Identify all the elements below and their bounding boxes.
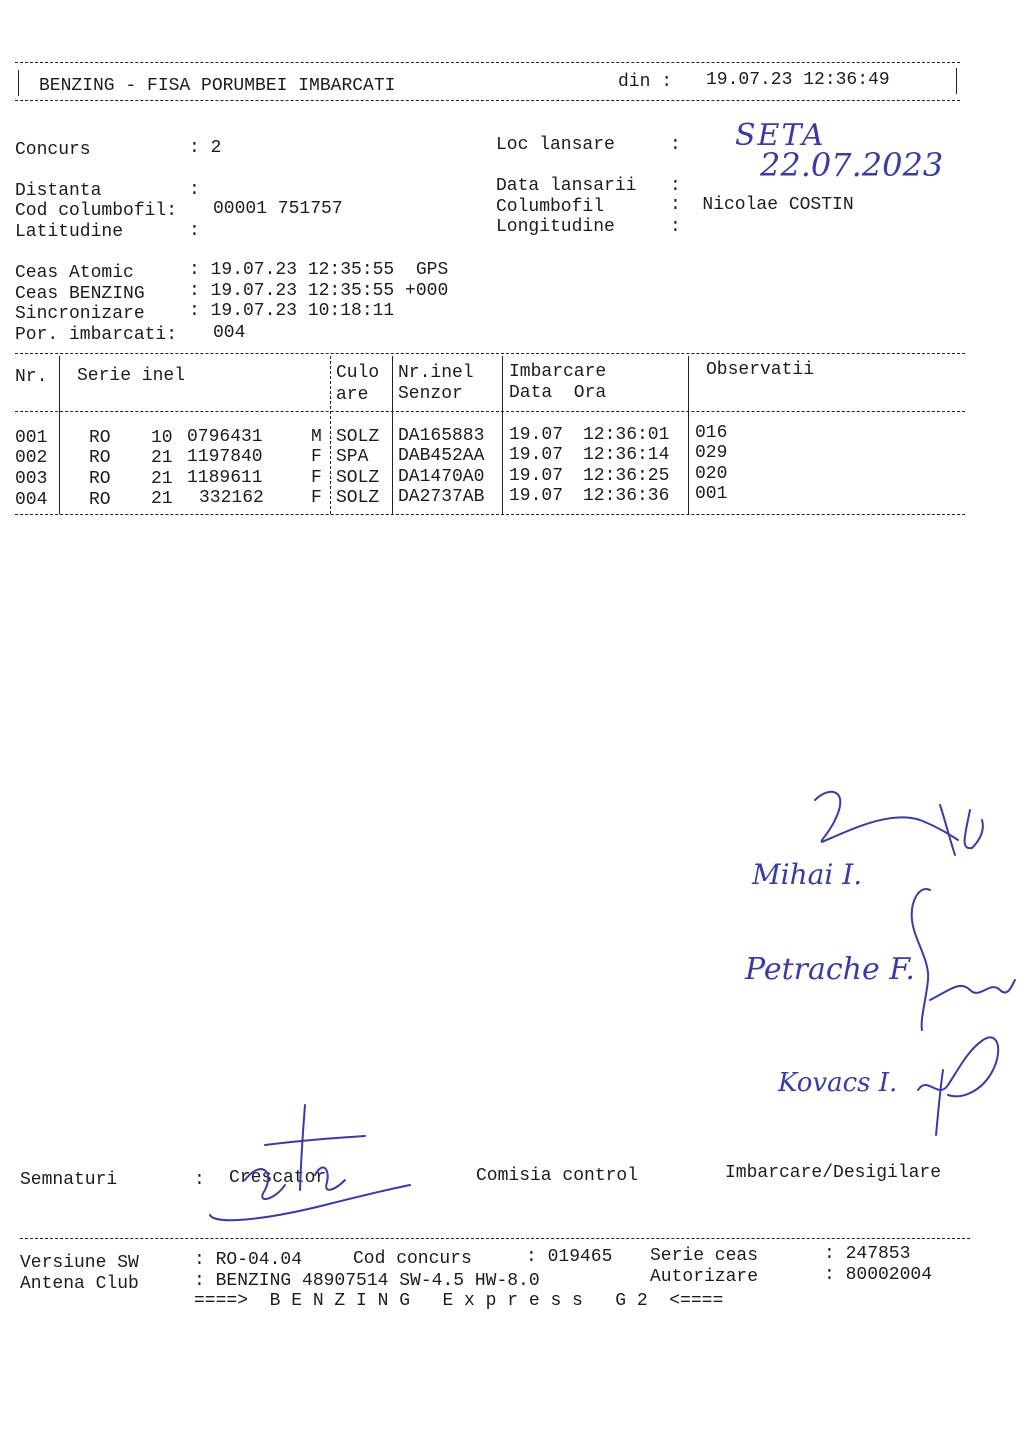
por-imbarcati-label: Por. imbarcati: — [15, 325, 178, 345]
cod-concurs-value: : 019465 — [526, 1247, 613, 1267]
columbofil-label: Columbofil — [496, 197, 605, 217]
document-title: BENZING - FISA PORUMBEI IMBARCATI — [39, 76, 396, 96]
latitudine-label: Latitudine — [15, 222, 124, 242]
loc-lansare-value: : — [670, 135, 681, 155]
handwritten-place: SETA — [735, 118, 826, 153]
signature-crescator — [205, 1100, 425, 1230]
serie-ceas-value: : 247853 — [824, 1244, 911, 1264]
cell-culoare: SOLZ — [336, 468, 380, 488]
cell-data: 19.07 — [509, 466, 564, 486]
handwritten-name-3: Kovacs I. — [778, 1068, 898, 1098]
cell-nr: 004 — [15, 490, 48, 510]
cell-sex: F — [311, 468, 322, 488]
versiune-label: Versiune SW — [20, 1253, 139, 1273]
cell-data: 19.07 — [509, 425, 564, 445]
th-nrinel-2: Senzor — [398, 384, 463, 404]
th-culoare-2: are — [336, 385, 369, 405]
cell-ora: 12:36:36 — [583, 486, 670, 506]
cell-senzor: DA2737AB — [398, 487, 485, 507]
cell-senzor: DA1470A0 — [398, 467, 485, 487]
cell-serie: 1189611 — [187, 468, 263, 488]
col-sep-1 — [59, 356, 60, 514]
col-sep-4 — [502, 356, 503, 514]
cell-an: 21 — [151, 448, 173, 468]
handwritten-date: 22.07.2023 — [760, 146, 944, 184]
cell-nr: 003 — [15, 469, 48, 489]
cell-obs: 001 — [695, 484, 728, 504]
imbarcare-label: Imbarcare/Desigilare — [725, 1163, 942, 1183]
ceas-atomic-label: Ceas Atomic — [15, 263, 134, 283]
versiune-value: : RO-04.04 — [194, 1250, 303, 1270]
concurs-label: Concurs — [15, 140, 91, 160]
cell-ora: 12:36:14 — [583, 445, 670, 465]
antena-value: : BENZING 48907514 SW-4.5 HW-8.0 — [194, 1271, 540, 1291]
din-label: din : — [618, 72, 673, 92]
comisia-label: Comisia control — [476, 1166, 639, 1186]
cell-obs: 029 — [695, 443, 728, 463]
sincronizare-label: Sincronizare — [15, 304, 145, 324]
cell-sex: F — [311, 447, 322, 467]
cell-sex: F — [311, 488, 322, 508]
th-imbarcare-2: Data Ora — [509, 383, 607, 403]
ceas-atomic-value: : 19.07.23 12:35:55 GPS — [189, 260, 449, 280]
cell-nr: 002 — [15, 448, 48, 468]
data-lansarii-label: Data lansarii — [496, 176, 637, 196]
cell-culoare: SOLZ — [336, 427, 380, 447]
cell-serie: 1197840 — [187, 447, 263, 467]
ceas-benzing-label: Ceas BENZING — [15, 284, 145, 304]
serie-ceas-label: Serie ceas — [650, 1246, 759, 1266]
longitudine-value: : — [670, 217, 681, 237]
cell-culoare: SPA — [336, 447, 369, 467]
header-left-border — [18, 70, 19, 96]
concurs-value: : 2 — [189, 138, 222, 158]
sincronizare-value: : 19.07.23 10:18:11 — [189, 301, 395, 321]
cell-ora: 12:36:01 — [583, 425, 670, 445]
header-bottom-border — [15, 100, 960, 101]
cell-an: 21 — [151, 489, 173, 509]
cell-serie: 0796431 — [187, 427, 263, 447]
th-nr: Nr. — [15, 367, 48, 387]
benzing-banner: ====> B E N Z I N G E x p r e s s G 2 <==== — [194, 1291, 724, 1311]
col-sep-3 — [392, 356, 393, 514]
th-observatii: Observatii — [706, 360, 815, 380]
signature-petrache — [900, 880, 1020, 1040]
distanta-value: : — [189, 180, 200, 200]
semnaturi-label: Semnaturi — [20, 1170, 118, 1190]
autorizare-value: : 80002004 — [824, 1265, 933, 1285]
th-nrinel-1: Nr.inel — [398, 363, 474, 383]
table-header-divider — [15, 411, 965, 412]
loc-lansare-label: Loc lansare — [496, 135, 615, 155]
th-serie: Serie inel — [77, 366, 186, 386]
ceas-benzing-value: : 19.07.23 12:35:55 +000 — [189, 281, 449, 301]
footer-top-border — [20, 1238, 970, 1239]
cell-obs: 020 — [695, 464, 728, 484]
distanta-label: Distanta — [15, 181, 102, 201]
handwritten-name-1: Mihai I. — [752, 858, 863, 891]
table-top-border — [15, 353, 965, 354]
latitudine-value: : — [189, 221, 200, 241]
por-imbarcati-value: 004 — [213, 323, 246, 343]
autorizare-label: Autorizare — [650, 1267, 759, 1287]
table-bottom-border — [15, 514, 965, 515]
col-sep-5 — [688, 356, 689, 514]
cell-tara: RO — [89, 490, 111, 510]
cell-obs: 016 — [695, 423, 728, 443]
signature-kovacs — [908, 1030, 1008, 1140]
columbofil-value: : Nicolae COSTIN — [670, 195, 854, 215]
antena-label: Antena Club — [20, 1274, 139, 1294]
cell-data: 19.07 — [509, 486, 564, 506]
cod-columbofil-value: 00001 751757 — [213, 199, 343, 219]
col-sep-2 — [330, 356, 331, 514]
cell-senzor: DA165883 — [398, 426, 485, 446]
cell-an: 21 — [151, 469, 173, 489]
header-right-border — [956, 68, 957, 94]
cell-serie: 332162 — [199, 488, 264, 508]
th-culoare-1: Culo — [336, 363, 380, 383]
crescator-label: Crescator — [229, 1168, 327, 1188]
cell-sex: M — [311, 427, 322, 447]
th-imbarcare-1: Imbarcare — [509, 362, 607, 382]
cell-tara: RO — [89, 469, 111, 489]
din-value: 19.07.23 12:36:49 — [706, 70, 890, 90]
cod-columbofil-label: Cod columbofil: — [15, 201, 178, 221]
cell-culoare: SOLZ — [336, 488, 380, 508]
cell-tara: RO — [89, 428, 111, 448]
handwritten-name-2: Petrache F. — [745, 952, 915, 987]
cell-data: 19.07 — [509, 445, 564, 465]
cell-an: 10 — [151, 428, 173, 448]
cell-nr: 001 — [15, 428, 48, 448]
semnaturi-colon: : — [194, 1170, 205, 1190]
cell-ora: 12:36:25 — [583, 466, 670, 486]
cell-senzor: DAB452AA — [398, 446, 485, 466]
cod-concurs-label: Cod concurs — [353, 1249, 472, 1269]
data-lansarii-value: : — [670, 176, 681, 196]
longitudine-label: Longitudine — [496, 217, 615, 237]
header-top-border — [15, 62, 960, 63]
cell-tara: RO — [89, 448, 111, 468]
